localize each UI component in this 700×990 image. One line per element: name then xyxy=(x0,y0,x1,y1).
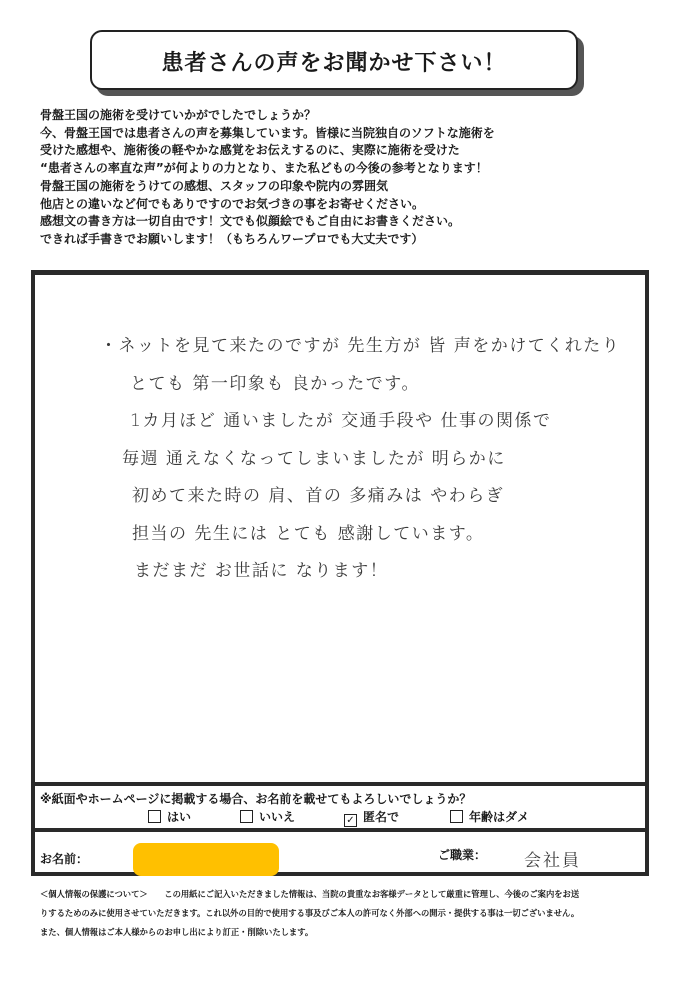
option-no-age[interactable] xyxy=(450,808,529,825)
option-anonymous[interactable] xyxy=(344,808,399,827)
name-redaction xyxy=(133,843,279,876)
intro-line: 受けた感想や、施術後の軽やかな感覚をお伝えするのに、実際に施術を受けた xyxy=(40,143,460,158)
option-yes[interactable] xyxy=(148,808,191,825)
handwritten-comment xyxy=(100,328,640,591)
privacy-line: ＜個人情報の保護について＞ この用紙にご記入いただきました情報は、当院の貴重なお客様データとして厳重に管理し、今後のご案内をお送 xyxy=(40,889,580,899)
intro-text xyxy=(40,107,670,249)
option-yes-label: はい xyxy=(167,810,192,824)
comment-line: まだまだ お世話に なります！ xyxy=(134,561,389,581)
intro-line: 骨盤王国の施術を受けていかがでしたでしょうか？ xyxy=(40,108,317,122)
divider xyxy=(31,828,649,832)
checkbox-anonymous[interactable] xyxy=(344,814,357,827)
option-anonymous-label: 匿名で xyxy=(363,810,400,824)
comment-line: 毎週 通えなくなってしまいましたが 明らかに xyxy=(122,448,506,469)
occupation-label: ご職業： xyxy=(438,848,487,862)
comment-line: とても 第一印象も 良かったです。 xyxy=(130,373,420,394)
option-no-age-label: 年齢はダメ xyxy=(469,810,530,824)
privacy-notice xyxy=(40,885,680,942)
intro-line: 感想文の書き方は一切自由です！文でも似顔絵でもご自由にお書きください。 xyxy=(40,214,461,229)
checkbox-yes[interactable] xyxy=(148,810,161,823)
comment-line: 担当の 先生には とても 感謝しています。 xyxy=(132,523,485,544)
page-title: 患者さんの声をお聞かせ下さい！ xyxy=(161,51,507,76)
privacy-line: また、個人情報はご本人様からのお申し出により訂正・削除いたします。 xyxy=(40,927,314,937)
intro-line: 骨盤王国の施術をうけての感想、スタッフの印象や院内の雰囲気 xyxy=(40,178,389,193)
comment-line: 初めて来た時の 肩、首の 多痛みは やわらぎ xyxy=(132,486,505,506)
intro-line: “患者さんの率直な声”が何よりの力となり、また私どもの今後の参考となります！ xyxy=(40,161,488,176)
divider xyxy=(31,782,649,786)
checkbox-no[interactable] xyxy=(240,810,253,823)
intro-line: 他店との違いなど何でもありですのでお気づきの事をお寄せください。 xyxy=(40,196,425,211)
name-label: お名前： xyxy=(40,852,89,866)
checkbox-no-age[interactable] xyxy=(450,810,463,823)
comment-line: ・ネットを見て来たのですが 先生方が 皆 声をかけてくれたり xyxy=(100,336,621,356)
privacy-line: りするためのみに使用させていただきます。これ以外の目的で使用する事及びご本人の許可なく外部への開示・提供する事は一切ございません。 xyxy=(40,908,580,918)
option-no[interactable] xyxy=(240,808,295,825)
consent-question: ※紙面やホームページに掲載する場合、お名前を載せてもよろしいでしょうか？ xyxy=(40,792,472,806)
intro-line: できれば手書きでお願いします！（もちろんワープロでも大丈夫です） xyxy=(40,231,424,246)
occupation-value: 会社員 xyxy=(524,851,581,871)
check-icon: ✓ xyxy=(346,815,355,826)
intro-line: 今、骨盤王国では患者さんの声を募集しています。皆様に当院独自のソフトな施術を xyxy=(40,125,495,140)
option-no-label: いいえ xyxy=(259,810,296,824)
title-box xyxy=(90,30,578,90)
comment-line: 1カ月ほど 通いましたが 交通手段や 仕事の関係で xyxy=(130,411,552,431)
